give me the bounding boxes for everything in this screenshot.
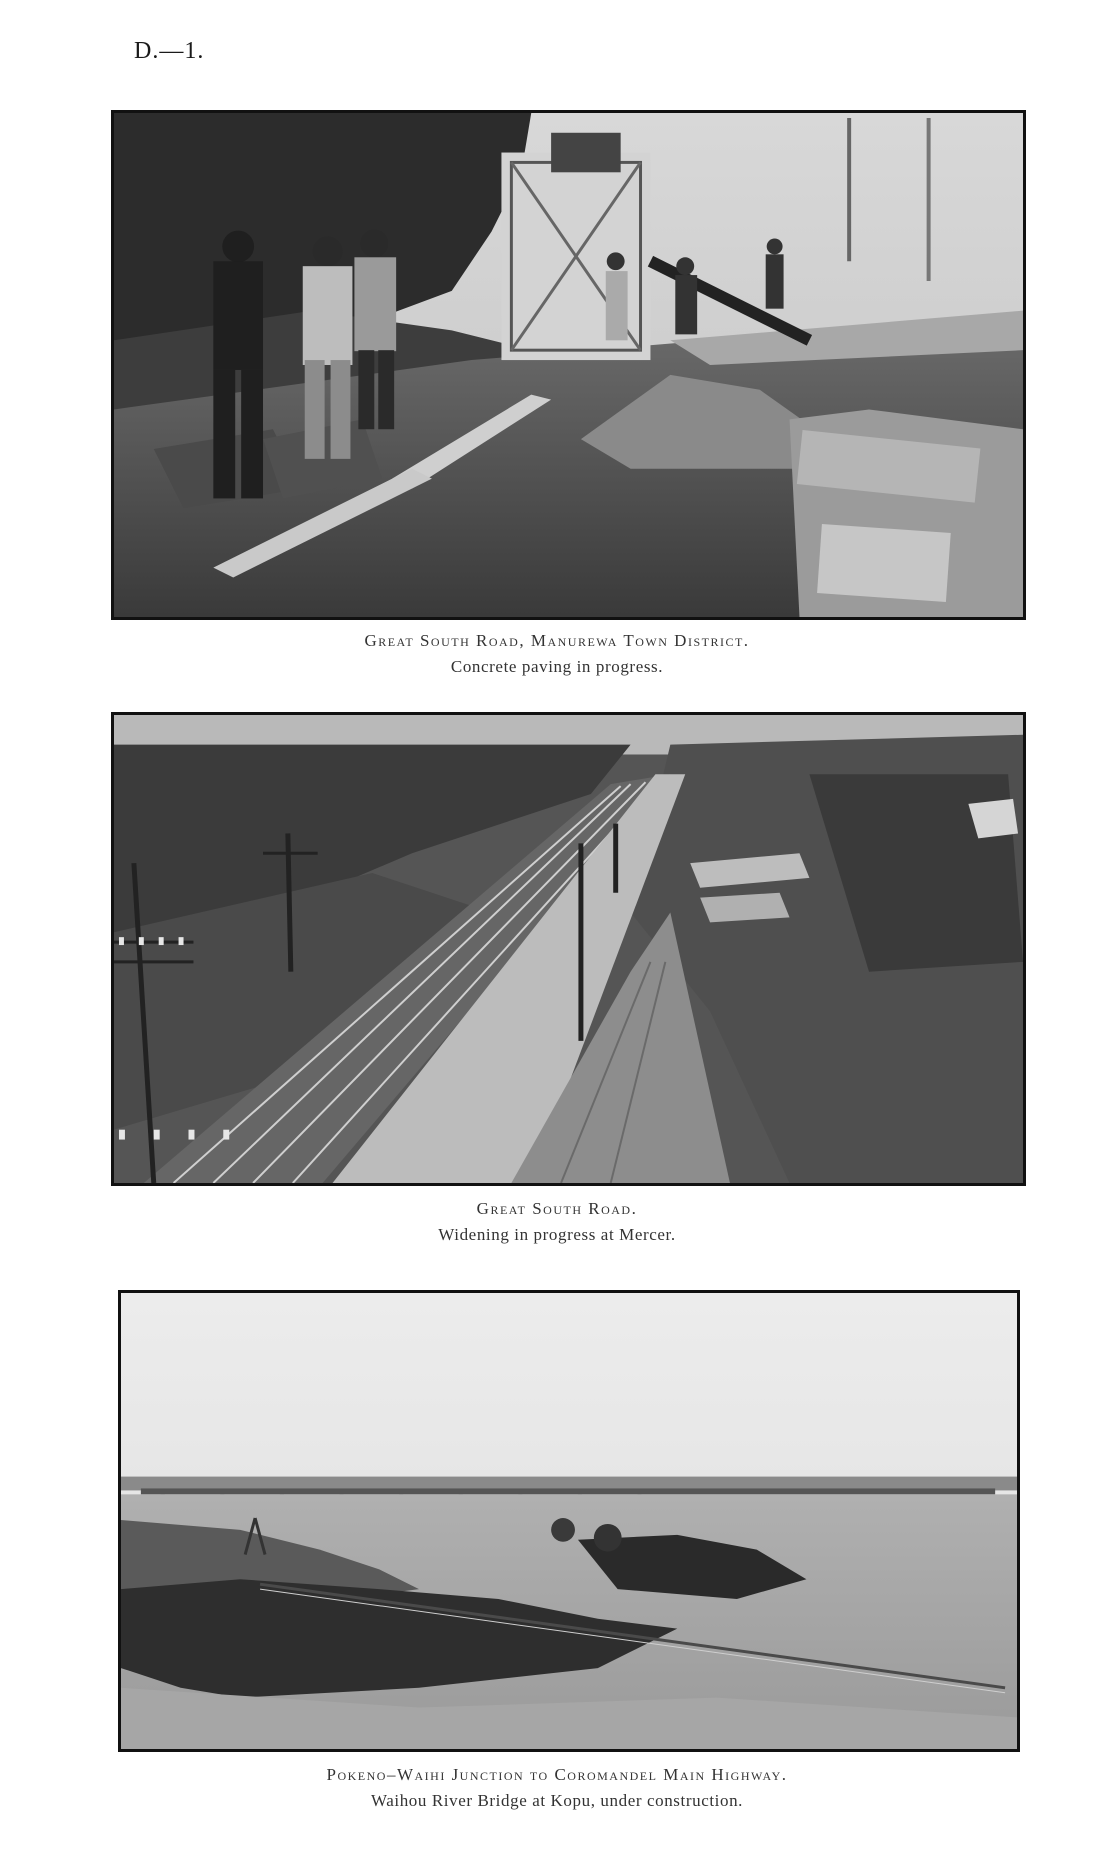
page-reference: D.—1. [134,38,205,64]
plate-1-caption [0,628,1114,680]
photo-waihou-river-bridge [118,1290,1020,1752]
plate-1-title: Great South Road, Manurewa Town District. [364,631,750,650]
photo-road-widening [111,712,1026,1186]
plate-2-caption [0,1196,1114,1248]
photo-concrete-paving [111,110,1026,620]
plate-3-subtitle: Waihou River Bridge at Kopu, under construction. [370,1791,744,1810]
plate-2-subtitle: Widening in progress at Mercer. [438,1225,676,1244]
plate-2-title: Great South Road. [476,1199,638,1218]
plate-1-subtitle: Concrete paving in progress. [450,657,664,676]
plate-3-title: Pokeno–Waihi Junction to Coromandel Main Highway. [326,1765,788,1784]
plate-3-caption [0,1762,1114,1814]
